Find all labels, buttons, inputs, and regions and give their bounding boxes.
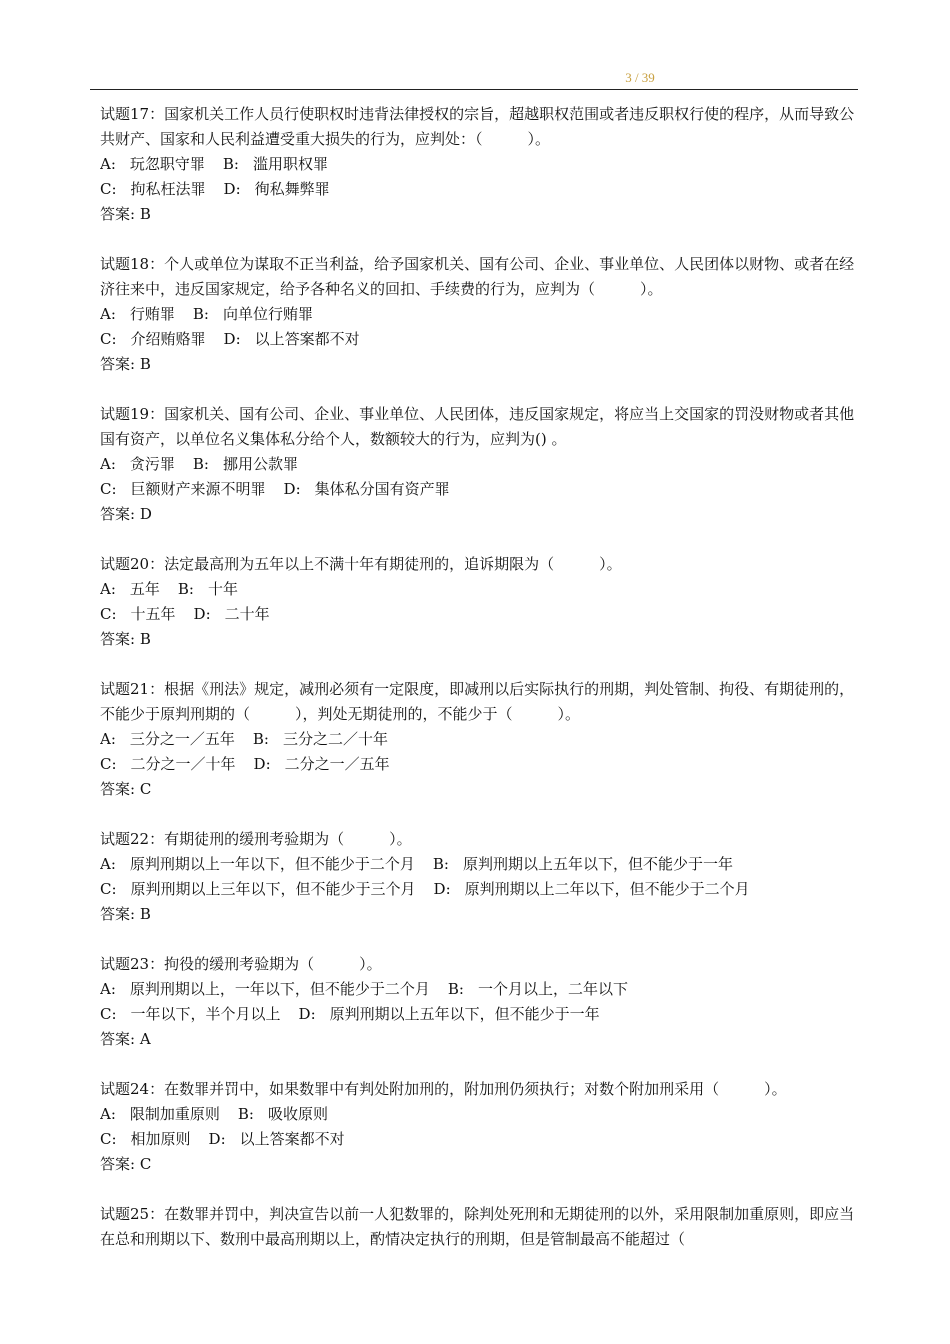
option-label: B:: [177, 580, 194, 598]
answer-line: 答案: C: [100, 1155, 152, 1173]
option-text: 巨额财产来源不明罪: [130, 480, 266, 498]
option-label: B:: [192, 455, 209, 473]
option-text: 原判刑期以上，一年以下，但不能少于二个月: [129, 980, 430, 998]
option-text: 三分之二／十年: [282, 730, 388, 748]
option-label: D:: [283, 480, 301, 498]
option-label: B:: [237, 1105, 254, 1123]
option-text: 贪污罪: [129, 455, 175, 473]
option-label: D:: [223, 180, 241, 198]
option-row: [100, 1127, 864, 1152]
answer-line: 答案: A: [100, 1030, 151, 1048]
option-text: 以上答案都不对: [239, 1130, 345, 1148]
option-row: [100, 1102, 864, 1127]
option-row: [100, 1002, 864, 1027]
option-label: A:: [100, 455, 116, 473]
question-block: [100, 252, 864, 377]
option-text: 三分之一／五年: [129, 730, 235, 748]
option-text: 十年: [207, 580, 238, 598]
question-stem: 试题25：在数罪并罚中，判决宣告以前一人犯数罪的，除判处死刑和无期徒刑的以外，采用限制加重原则，即应当在总和刑期以下、数刑中最高刑期以上，酌情决定执行的刑期，但是管制最高不能超过（: [100, 1205, 855, 1248]
option-row: [100, 477, 864, 502]
option-text: 原判刑期以上五年以下，但不能少于一年: [329, 1005, 600, 1023]
option-text: 原判刑期以上二年以下，但不能少于二个月: [464, 880, 750, 898]
option-text: 玩忽职守罪: [129, 155, 205, 173]
option-label: A:: [100, 730, 116, 748]
question-block: [100, 1202, 864, 1252]
option-text: 一年以下，半个月以上: [130, 1005, 281, 1023]
question-stem: 试题21：根据《刑法》规定，减刑必须有一定限度，即减刑以后实际执行的刑期，判处管制、拘役、有期徒刑的，不能少于原判刑期的（ ），判处无期徒刑的，不能少于（ ）。: [100, 680, 855, 723]
option-label: A:: [100, 155, 116, 173]
option-label: D:: [208, 1130, 226, 1148]
option-text: 挪用公款罪: [222, 455, 298, 473]
question-list: [100, 102, 864, 1277]
answer-line: 答案: B: [100, 205, 151, 223]
option-label: B:: [222, 155, 239, 173]
option-label: B:: [447, 980, 464, 998]
answer-line: 答案: B: [100, 355, 151, 373]
answer-line: 答案: B: [100, 905, 151, 923]
question-stem: 试题17：国家机关工作人员行使职权时违背法律授权的宗旨，超越职权范围或者违反职权行使的程序，从而导致公共财产、国家和人民利益遭受重大损失的行为，应判处：（ ）。: [100, 105, 855, 148]
option-text: 原判刑期以上五年以下，但不能少于一年: [462, 855, 733, 873]
option-label: A:: [100, 305, 116, 323]
option-row: [100, 877, 864, 902]
question-stem: 试题23：拘役的缓刑考验期为（ ）。: [100, 955, 382, 973]
option-text: 相加原则: [130, 1130, 191, 1148]
question-stem: 试题22：有期徒刑的缓刑考验期为（ ）。: [100, 830, 412, 848]
question-stem: 试题20：法定最高刑为五年以上不满十年有期徒刑的，追诉期限为（ ）。: [100, 555, 622, 573]
option-row: [100, 752, 864, 777]
option-row: [100, 302, 864, 327]
option-label: A:: [100, 580, 116, 598]
option-text: 十五年: [130, 605, 176, 623]
option-label: A:: [100, 855, 116, 873]
option-text: 限制加重原则: [129, 1105, 220, 1123]
option-row: [100, 852, 864, 877]
option-label: D:: [193, 605, 211, 623]
option-label: C:: [100, 330, 117, 348]
option-label: A:: [100, 1105, 116, 1123]
question-block: [100, 1077, 864, 1177]
option-text: 二分之一／十年: [130, 755, 236, 773]
option-label: D:: [223, 330, 241, 348]
answer-line: 答案: D: [100, 505, 152, 523]
option-label: C:: [100, 1005, 117, 1023]
option-text: 向单位行贿罪: [222, 305, 313, 323]
question-block: [100, 952, 864, 1052]
question-stem: 试题24：在数罪并罚中，如果数罪中有判处附加刑的，附加刑仍须执行；对数个附加刑采用（ ）。: [100, 1080, 787, 1098]
option-text: 五年: [129, 580, 160, 598]
option-row: [100, 577, 864, 602]
option-label: B:: [432, 855, 449, 873]
option-label: D:: [253, 755, 271, 773]
option-label: C:: [100, 605, 117, 623]
option-text: 拘私枉法罪: [130, 180, 206, 198]
option-text: 一个月以上，二年以下: [477, 980, 628, 998]
answer-line: 答案: B: [100, 630, 151, 648]
option-label: D:: [433, 880, 451, 898]
question-block: [100, 552, 864, 652]
question-block: [100, 677, 864, 802]
option-row: [100, 452, 864, 477]
option-text: 吸收原则: [267, 1105, 328, 1123]
option-text: 二十年: [224, 605, 270, 623]
option-row: [100, 977, 864, 1002]
option-row: [100, 327, 864, 352]
option-text: 徇私舞弊罪: [254, 180, 330, 198]
option-label: C:: [100, 755, 117, 773]
option-label: D:: [298, 1005, 316, 1023]
option-row: [100, 602, 864, 627]
option-text: 滥用职权罪: [252, 155, 328, 173]
option-label: C:: [100, 1130, 117, 1148]
option-label: B:: [192, 305, 209, 323]
option-label: C:: [100, 880, 117, 898]
page-number: 3 / 39: [625, 70, 655, 85]
question-stem: 试题19：国家机关、国有公司、企业、事业单位、人民团体，违反国家规定，将应当上交国家的罚没财物或者其他国有资产，以单位名义集体私分给个人，数额较大的行为，应判为() 。: [100, 405, 855, 448]
question-block: [100, 102, 864, 227]
option-text: 原判刑期以上三年以下，但不能少于三个月: [130, 880, 416, 898]
question-block: [100, 827, 864, 927]
answer-line: 答案: C: [100, 780, 152, 798]
option-text: 介绍贿赂罪: [130, 330, 206, 348]
option-text: 原判刑期以上一年以下，但不能少于二个月: [129, 855, 415, 873]
question-block: [100, 402, 864, 527]
option-label: B:: [252, 730, 269, 748]
option-text: 以上答案都不对: [254, 330, 360, 348]
option-row: [100, 152, 864, 177]
question-stem: 试题18：个人或单位为谋取不正当利益，给予国家机关、国有公司、企业、事业单位、人民团体以财物、或者在经济往来中，违反国家规定，给予各种名义的回扣、手续费的行为，应判为（ ）。: [100, 255, 855, 298]
option-text: 二分之一／五年: [284, 755, 390, 773]
option-text: 行贿罪: [129, 305, 175, 323]
header-divider: [90, 89, 858, 90]
option-label: A:: [100, 980, 116, 998]
option-label: C:: [100, 180, 117, 198]
option-text: 集体私分国有资产罪: [314, 480, 450, 498]
option-row: [100, 177, 864, 202]
option-label: C:: [100, 480, 117, 498]
option-row: [100, 727, 864, 752]
